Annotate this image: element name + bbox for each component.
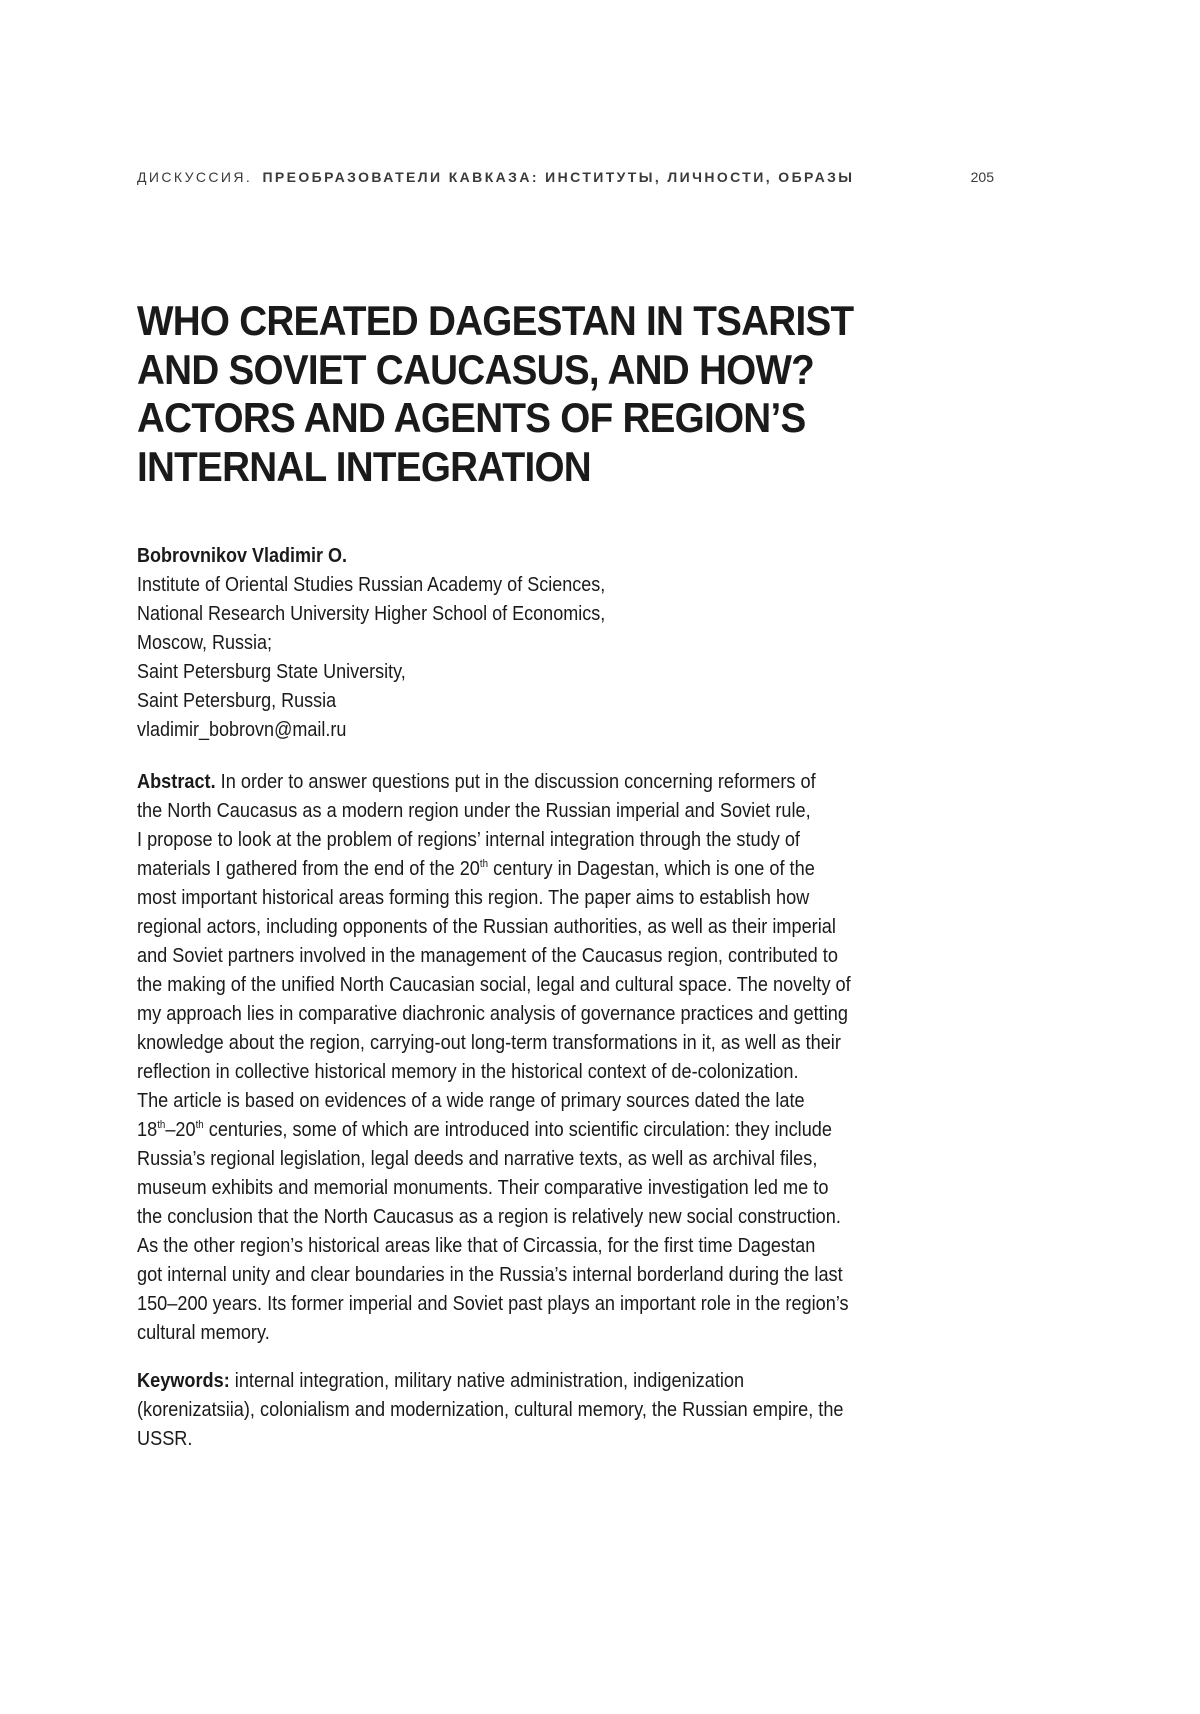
abstract-line: The article is based on evidences of a wide range of primary sources dated the late: [137, 1089, 805, 1112]
abstract-line: cultural memory.: [137, 1321, 270, 1344]
abstract-text: materials I gathered from the end of the 20: [137, 857, 480, 880]
title-line: ACTORS AND AGENTS OF REGION’S: [137, 394, 806, 441]
abstract-line: knowledge about the region, carrying-out long-term transformations in it, as well as their: [137, 1031, 841, 1054]
abstract-line: I propose to look at the problem of regions’ internal integration through the study of: [137, 828, 800, 851]
author-email[interactable]: vladimir_bobrovn@mail.ru: [137, 719, 347, 741]
abstract-line: and Soviet partners involved in the management of the Caucasus region, contributed to: [137, 944, 838, 967]
abstract-line: [137, 767, 900, 796]
author-name: Bobrovnikov Vladimir O.: [137, 545, 348, 567]
abstract-line: the making of the unified North Caucasian social, legal and cultural space. The novelty of: [137, 973, 851, 996]
keywords-line: USSR.: [137, 1427, 193, 1450]
section-separator: .: [245, 169, 253, 185]
superscript: th: [195, 1119, 204, 1131]
running-head: [137, 166, 994, 188]
keywords-text: internal integration, military native administration, indigenization: [229, 1369, 745, 1392]
affiliation-line: Institute of Oriental Studies Russian Academy of Sciences,: [137, 574, 606, 596]
abstract-line: Russia’s regional legislation, legal deeds and narrative texts, as well as archival files,: [137, 1147, 818, 1170]
abstract-line: [137, 854, 900, 883]
abstract-text: –20: [165, 1118, 196, 1141]
abstract-line: reflection in collective historical memory in the historical context of de-colonization.: [137, 1060, 799, 1083]
affiliation-line: Saint Petersburg State University,: [137, 661, 406, 683]
title-line: WHO CREATED DAGESTAN IN TSARIST: [137, 297, 854, 344]
superscript: th: [157, 1119, 166, 1131]
article-title: [137, 297, 997, 491]
keywords-line: (korenizatsiia), colonialism and modernization, cultural memory, the Russian empire, the: [137, 1398, 844, 1421]
abstract-text: century in Dagestan, which is one of the: [488, 857, 815, 880]
abstract-line: the conclusion that the North Caucasus as a region is relatively new social construction.: [137, 1205, 841, 1228]
abstract-line: most important historical areas forming this region. The paper aims to establish how: [137, 886, 810, 909]
abstract-line: 150–200 years. Its former imperial and Soviet past plays an important role in the region’s: [137, 1292, 849, 1315]
author-block: [137, 542, 997, 745]
abstract-line: As the other region’s historical areas like that of Circassia, for the first time Dagestan: [137, 1234, 816, 1257]
abstract-line: regional actors, including opponents of the Russian authorities, as well as their imperial: [137, 915, 836, 938]
page-number: 205: [970, 169, 994, 185]
title-line: INTERNAL INTEGRATION: [137, 442, 591, 490]
abstract: [137, 767, 999, 1347]
abstract-text: In order to answer questions put in the discussion concerning reformers of: [215, 770, 816, 793]
journal-section: ДИСКУССИЯ: [137, 169, 246, 185]
superscript: th: [479, 858, 489, 870]
keywords-label: Keywords:: [137, 1369, 230, 1392]
title-line: AND SOVIET CAUCASUS, AND HOW?: [137, 345, 815, 393]
discussion-topic: ПРЕОБРАЗОВАТЕЛИ КАВКАЗА: ИНСТИТУТЫ, ЛИЧНОСТИ, ОБРАЗЫ: [262, 169, 855, 185]
abstract-line: [137, 1115, 900, 1144]
abstract-line: got internal unity and clear boundaries in the Russia’s internal borderland during the last: [137, 1263, 843, 1286]
abstract-text: centuries, some of which are introduced into scientific circulation: they include: [203, 1118, 832, 1141]
abstract-line: the North Caucasus as a modern region under the Russian imperial and Soviet rule,: [137, 799, 811, 822]
abstract-line: museum exhibits and memorial monuments. Their comparative investigation led me to: [137, 1176, 829, 1199]
affiliation-line: Saint Petersburg, Russia: [137, 690, 337, 712]
affiliation-line: National Research University Higher School of Economics,: [137, 603, 606, 625]
abstract-line: my approach lies in comparative diachronic analysis of governance practices and getting: [137, 1002, 848, 1025]
keywords: [137, 1366, 999, 1453]
abstract-label: Abstract.: [137, 770, 216, 793]
keywords-line: [137, 1366, 900, 1395]
affiliation-line: Moscow, Russia;: [137, 632, 273, 654]
abstract-text: 18: [137, 1118, 158, 1141]
